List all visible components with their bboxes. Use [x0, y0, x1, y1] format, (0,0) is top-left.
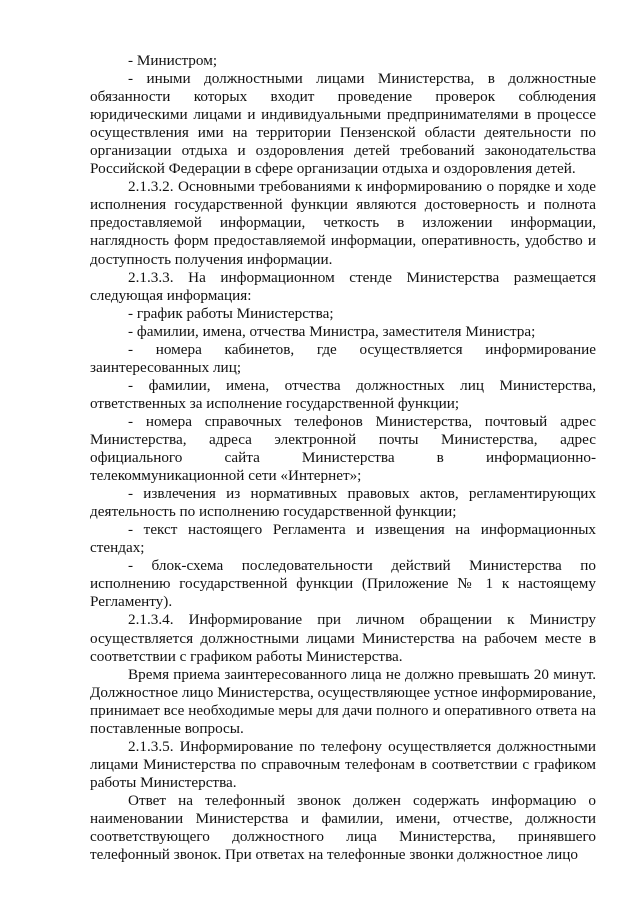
list-item: - фамилии, имена, отчества Министра, заместителя Министра;	[128, 322, 536, 340]
list-item: - текст настоящего Регламента и извещения на информационных стендах;	[90, 521, 596, 557]
list-item: - блок-схема последовательности действий Министерства по исполнению государственной функции (Приложение № 1 к настоящему Регламенту).	[90, 557, 596, 611]
list-item: - фамилии, имена, отчества должностных лиц Министерства, ответственных за исполнение государственной функции;	[90, 376, 596, 412]
paragraph: - иными должностными лицами Министерства, в должностные обязанности которых входит проведение проверок соблюдения юридическими лицами и индивидуальными предпринимателями в процессе осуществления ими на территории Пензенской области деятельности по организации отдыха и оздоровления детей требований законодательства Российской Федерации в сфере организации отдыха и оздоровления детей.	[90, 70, 596, 178]
list-item: - номера кабинетов, где осуществляется информирование заинтересованных лиц;	[90, 340, 596, 376]
paragraph: 2.1.3.3. На информационном стенде Министерства размещается следующая информация:	[90, 268, 596, 304]
paragraph: - Министром;	[128, 52, 218, 69]
paragraph: 2.1.3.4. Информирование при личном обращении к Министру осуществляется должностными лицами Министерства на рабочем месте в соответствии с графиком работы Министерства.	[90, 611, 596, 665]
list-item: - извлечения из нормативных правовых актов, регламентирующих деятельность по исполнению государственной функции;	[90, 485, 596, 521]
list-item: - номера справочных телефонов Министерства, почтовый адрес Министерства, адреса электронной почты Министерства, адрес официального сайта Министерства в информационно-телекоммуникационной сети «Интернет»;	[90, 412, 596, 485]
paragraph: 2.1.3.2. Основными требованиями к информированию о порядке и ходе исполнения государственной функции являются достоверность и полнота предоставляемой информации, четкость в изложении информации, наглядность форм предоставляемой информации, оперативность, удобство и доступность получения информации.	[90, 178, 596, 268]
paragraph: Ответ на телефонный звонок должен содержать информацию о наименовании Министерства и фамилии, имени, отчестве, должности соответствующего должностного лица Министерства, принявшего телефонный звонок. При ответах на телефонные звонки должностное лицо	[90, 791, 596, 864]
paragraph: Время приема заинтересованного лица не должно превышать 20 минут. Должностное лицо Министерства, осуществляющее устное информирование, принимает все необходимые меры для дачи полного и оперативного ответа на поставленные вопросы.	[90, 665, 596, 737]
document-page	[90, 52, 596, 864]
list-item: - график работы Министерства;	[128, 304, 334, 322]
paragraph: 2.1.3.5. Информирование по телефону осуществляется должностными лицами Министерства по справочным телефонам в соответствии с графиком работы Министерства.	[90, 737, 596, 791]
